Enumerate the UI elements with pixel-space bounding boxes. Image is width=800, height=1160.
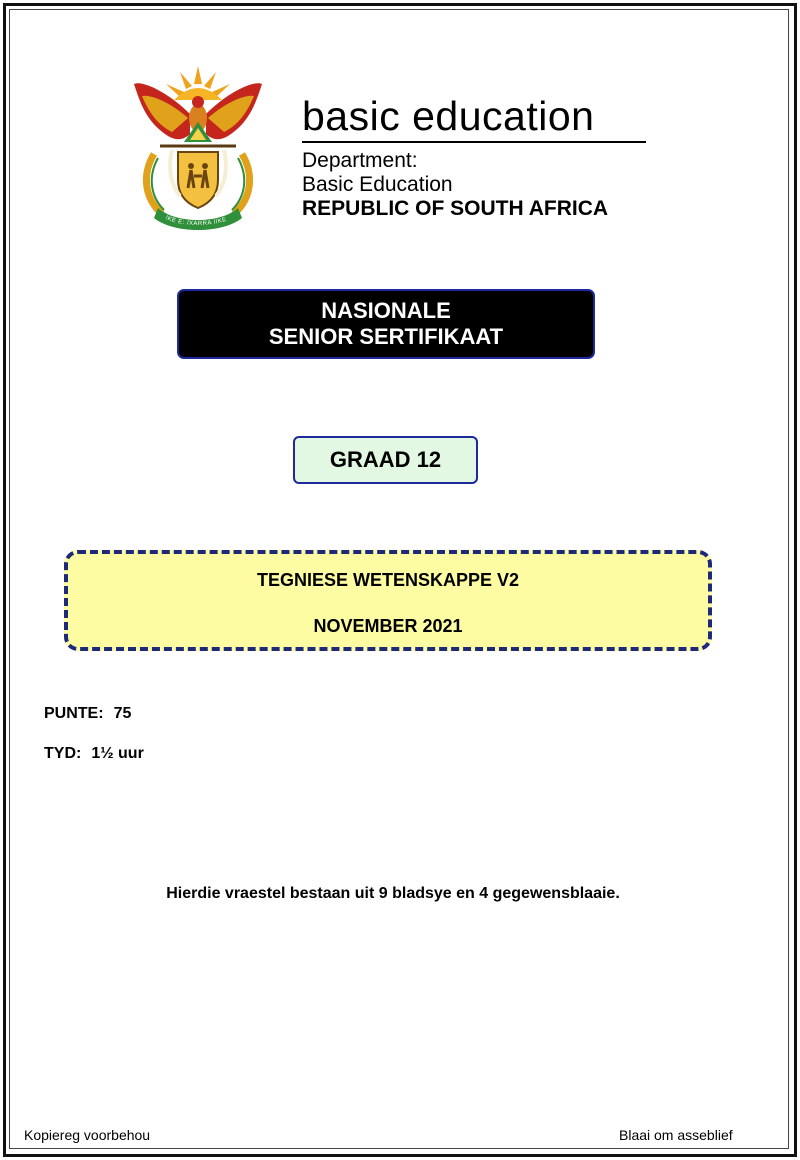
marks-row (44, 705, 131, 723)
brand-divider (302, 141, 646, 143)
country-name: REPUBLIC OF SOUTH AFRICA (302, 197, 609, 220)
paper-contents-note: Hierdie vraestel bestaan uit 9 bladsye en 4 gegewensblaaie. (166, 885, 620, 902)
marks-value: 75 (113, 705, 132, 722)
motto-text: !KE E: /XARRA //KE (164, 215, 228, 228)
time-value: 1½ uur (91, 745, 144, 762)
certificate-line-2: SENIOR SERTIFIKAAT (268, 324, 504, 349)
certificate-banner (177, 289, 595, 359)
subject-title: TEGNIESE WETENSKAPPE V2 (256, 570, 520, 590)
department-name: Basic Education (302, 173, 453, 196)
grade-badge: GRAAD 12 (293, 436, 478, 484)
department-label: Department: (302, 149, 418, 172)
turn-over-footer: Blaai om asseblief (619, 1127, 733, 1143)
shield (178, 152, 218, 208)
copyright-footer: Kopiereg voorbehou (24, 1127, 151, 1143)
time-label: TYD: (44, 745, 82, 762)
sun-rays (166, 66, 230, 100)
coat-of-arms-logo (128, 62, 268, 230)
time-row (44, 745, 144, 763)
brand-title: basic education (302, 93, 595, 139)
department-branding (302, 92, 646, 221)
subject-panel (64, 550, 712, 651)
exam-session: NOVEMBER 2021 (313, 616, 463, 636)
certificate-line-1: NASIONALE (321, 298, 451, 323)
marks-label: PUNTE: (44, 705, 104, 722)
